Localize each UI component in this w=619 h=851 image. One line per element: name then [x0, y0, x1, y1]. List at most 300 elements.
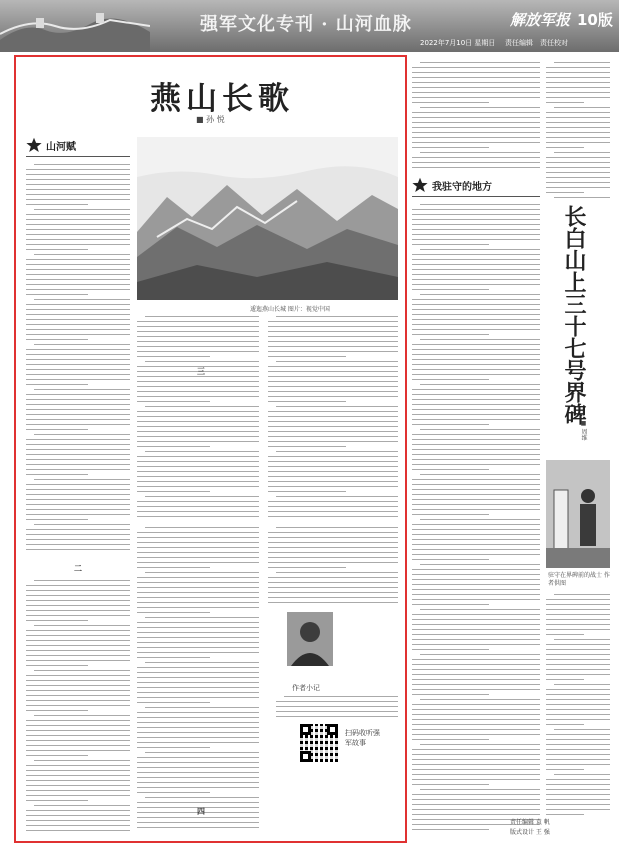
- text-line: [412, 634, 540, 635]
- text-line: [546, 784, 610, 785]
- text-line: [268, 542, 398, 543]
- text-line: [26, 494, 130, 495]
- text-line: [137, 506, 259, 507]
- text-line: [420, 62, 540, 63]
- text-line: [145, 617, 259, 618]
- author-photo: [287, 612, 333, 666]
- text-line: [546, 609, 610, 610]
- page-footer: [510, 818, 550, 838]
- text-line: [26, 259, 130, 260]
- text-line: [26, 474, 88, 475]
- text-line: [412, 77, 540, 78]
- text-line: [26, 399, 130, 400]
- text-line: [276, 406, 398, 407]
- author-note-label: 作者小记: [292, 684, 320, 692]
- text-line: [26, 429, 88, 430]
- text-line: [546, 714, 610, 715]
- text-line: [412, 604, 489, 605]
- text-line: [268, 426, 398, 427]
- text-line: [268, 511, 398, 512]
- text-line: [137, 632, 259, 633]
- text-line: [546, 799, 610, 800]
- text-line: [412, 594, 540, 595]
- right-section-title: 我驻守的地方: [432, 181, 492, 193]
- text-line: [546, 754, 610, 755]
- page-number: 10版: [577, 11, 613, 29]
- text-line: [137, 642, 259, 643]
- text-line: [276, 361, 398, 362]
- text-line: [137, 431, 259, 432]
- article-body-column-3: [268, 314, 398, 519]
- text-line: [137, 441, 259, 442]
- text-line: [268, 346, 398, 347]
- article-body-column-1: [26, 162, 130, 556]
- text-line: [137, 542, 259, 543]
- text-line: [412, 92, 540, 93]
- text-line: [412, 132, 540, 133]
- text-line: [137, 652, 259, 653]
- text-line: [268, 411, 398, 412]
- text-line: [412, 514, 489, 515]
- text-line: [554, 62, 610, 63]
- text-line: [420, 609, 540, 610]
- section-header-1: [26, 137, 76, 153]
- text-line: [412, 389, 540, 390]
- text-line: [412, 424, 489, 425]
- text-line: [137, 682, 259, 683]
- text-line: [26, 224, 130, 225]
- soldier-photo: [546, 460, 610, 568]
- text-line: [26, 499, 130, 500]
- right-body-column-2: [546, 60, 610, 200]
- text-line: [26, 469, 130, 470]
- text-line: [420, 294, 540, 295]
- text-line: [268, 481, 398, 482]
- text-line: [554, 594, 610, 595]
- text-line: [546, 624, 610, 625]
- text-line: [420, 339, 540, 340]
- text-line: [412, 239, 540, 240]
- text-line: [137, 827, 259, 828]
- text-line: [412, 529, 540, 530]
- text-line: [26, 184, 130, 185]
- text-line: [546, 724, 584, 725]
- text-line: [137, 687, 259, 688]
- text-line: [412, 454, 540, 455]
- text-line: [26, 610, 130, 611]
- text-line: [546, 804, 610, 805]
- text-line: [268, 597, 398, 598]
- text-line: [26, 369, 130, 370]
- text-line: [26, 735, 130, 736]
- text-line: [420, 204, 540, 205]
- text-line: [268, 532, 398, 533]
- text-line: [268, 371, 398, 372]
- text-line: [137, 476, 259, 477]
- text-line: [268, 537, 398, 538]
- text-line: [412, 684, 540, 685]
- text-line: [137, 537, 259, 538]
- text-line: [412, 444, 540, 445]
- text-line: [412, 162, 540, 163]
- text-line: [26, 464, 130, 465]
- text-line: [554, 152, 610, 153]
- qr-corner: [300, 724, 311, 735]
- text-line: [546, 604, 610, 605]
- text-line: [412, 244, 489, 245]
- text-line: [412, 219, 540, 220]
- text-line: [546, 739, 610, 740]
- right-section-header: [412, 177, 492, 193]
- text-line: [412, 524, 540, 525]
- text-line: [546, 614, 610, 615]
- text-line: [137, 501, 259, 502]
- section-number-4: 四: [197, 807, 205, 816]
- text-line: [137, 331, 259, 332]
- section-divider: [412, 196, 540, 197]
- text-line: [26, 509, 130, 510]
- text-line: [145, 316, 259, 317]
- text-line: [137, 426, 259, 427]
- paper-logo: 解放军报: [510, 11, 571, 29]
- text-line: [412, 349, 540, 350]
- text-line: [546, 634, 584, 635]
- text-line: [137, 762, 259, 763]
- text-line: [546, 77, 610, 78]
- text-line: [26, 489, 130, 490]
- text-line: [546, 734, 610, 735]
- text-line: [26, 279, 130, 280]
- text-line: [26, 214, 130, 215]
- text-line: [137, 436, 259, 437]
- text-line: [137, 737, 259, 738]
- text-line: [412, 459, 540, 460]
- text-line: [268, 577, 398, 578]
- text-line: [26, 264, 130, 265]
- text-line: [26, 539, 130, 540]
- text-line: [268, 486, 398, 487]
- text-line: [546, 157, 610, 158]
- text-line: [137, 577, 259, 578]
- text-line: [412, 449, 540, 450]
- text-line: [26, 339, 88, 340]
- author-bio: [276, 694, 398, 722]
- text-line: [412, 559, 489, 560]
- text-line: [137, 466, 259, 467]
- banner-checker: 责任校对: [540, 39, 568, 47]
- text-line: [26, 755, 88, 756]
- text-line: [412, 709, 540, 710]
- text-line: [137, 787, 259, 788]
- text-line: [137, 727, 259, 728]
- text-line: [268, 602, 398, 603]
- text-line: [26, 750, 130, 751]
- article-title: 燕山长歌: [150, 81, 294, 117]
- text-line: [412, 704, 540, 705]
- text-line: [412, 619, 540, 620]
- text-line: [26, 234, 130, 235]
- text-line: [137, 702, 210, 703]
- text-line: [268, 552, 398, 553]
- text-line: [420, 474, 540, 475]
- text-line: [412, 794, 540, 795]
- text-line: [412, 264, 540, 265]
- text-line: [412, 649, 489, 650]
- qr-corner: [300, 751, 311, 762]
- text-line: [420, 789, 540, 790]
- text-line: [268, 567, 346, 568]
- text-line: [412, 689, 540, 690]
- text-line: [412, 679, 540, 680]
- right-body-top: [412, 60, 540, 172]
- text-line: [412, 494, 540, 495]
- text-line: [412, 102, 489, 103]
- text-line: [412, 304, 540, 305]
- text-line: [412, 624, 540, 625]
- text-line: [137, 767, 259, 768]
- text-line: [546, 704, 610, 705]
- text-line: [412, 82, 540, 83]
- text-line: [137, 562, 259, 563]
- text-line: [412, 72, 540, 73]
- text-line: [137, 386, 259, 387]
- text-line: [26, 454, 130, 455]
- text-line: [412, 299, 540, 300]
- text-line: [26, 645, 130, 646]
- text-line: [268, 401, 346, 402]
- text-line: [546, 764, 610, 765]
- text-line: [412, 329, 540, 330]
- text-line: [137, 717, 259, 718]
- text-line: [26, 810, 130, 811]
- text-line: [137, 351, 259, 352]
- text-line: [412, 309, 540, 310]
- text-line: [26, 590, 130, 591]
- text-line: [268, 547, 398, 548]
- text-line: [412, 224, 540, 225]
- text-line: [137, 672, 259, 673]
- text-line: [137, 356, 210, 357]
- text-line: [546, 659, 610, 660]
- text-line: [268, 326, 398, 327]
- text-line: [145, 572, 259, 573]
- text-line: [546, 674, 610, 675]
- text-line: [268, 366, 398, 367]
- text-line: [137, 456, 259, 457]
- text-line: [546, 809, 610, 810]
- text-line: [412, 479, 540, 480]
- text-line: [26, 309, 130, 310]
- text-line: [137, 647, 259, 648]
- text-line: [26, 800, 88, 801]
- text-line: [546, 779, 610, 780]
- text-line: [546, 97, 610, 98]
- text-line: [276, 496, 398, 497]
- text-line: [34, 209, 130, 210]
- text-line: [137, 567, 210, 568]
- text-line: [137, 782, 259, 783]
- text-line: [268, 356, 346, 357]
- article-byline: ■ 孙 悦: [196, 115, 225, 124]
- article-body-column-2b: [137, 525, 259, 833]
- text-line: [546, 709, 610, 710]
- text-line: [137, 446, 210, 447]
- text-line: [26, 384, 88, 385]
- text-line: [546, 112, 610, 113]
- text-line: [546, 102, 584, 103]
- text-line: [26, 419, 130, 420]
- text-line: [26, 544, 130, 545]
- text-line: [26, 534, 130, 535]
- text-line: [420, 107, 540, 108]
- text-line: [412, 549, 540, 550]
- text-line: [26, 179, 130, 180]
- text-line: [546, 619, 610, 620]
- text-line: [276, 716, 398, 717]
- text-line: [420, 564, 540, 565]
- text-line: [412, 469, 489, 470]
- text-line: [26, 204, 88, 205]
- text-line: [268, 557, 398, 558]
- text-line: [26, 229, 130, 230]
- text-line: [412, 664, 540, 665]
- text-line: [26, 710, 88, 711]
- text-line: [268, 456, 398, 457]
- text-line: [137, 326, 259, 327]
- text-line: [137, 491, 210, 492]
- text-line: [137, 597, 259, 598]
- text-line: [26, 785, 130, 786]
- text-line: [26, 314, 130, 315]
- text-line: [137, 637, 259, 638]
- text-line: [137, 697, 259, 698]
- text-line: [137, 757, 259, 758]
- text-line: [412, 344, 540, 345]
- text-line: [546, 147, 584, 148]
- text-line: [412, 749, 540, 750]
- text-line: [34, 524, 130, 525]
- text-line: [26, 695, 130, 696]
- text-line: [26, 660, 130, 661]
- text-line: [420, 429, 540, 430]
- text-line: [26, 519, 88, 520]
- text-line: [412, 584, 540, 585]
- text-line: [412, 354, 540, 355]
- text-line: [412, 274, 540, 275]
- text-line: [412, 434, 540, 435]
- banner-date: 2022年7月10日 星期日: [420, 39, 496, 47]
- text-line: [412, 589, 540, 590]
- text-line: [546, 694, 610, 695]
- text-line: [554, 774, 610, 775]
- text-line: [412, 599, 540, 600]
- text-line: [412, 364, 540, 365]
- text-line: [26, 745, 130, 746]
- text-line: [26, 635, 130, 636]
- section-number-3: 三: [197, 367, 205, 376]
- text-line: [412, 137, 540, 138]
- text-line: [546, 167, 610, 168]
- text-line: [412, 674, 540, 675]
- text-line: [412, 804, 540, 805]
- text-line: [546, 654, 610, 655]
- text-line: [137, 321, 259, 322]
- text-line: [412, 464, 540, 465]
- text-line: [412, 534, 540, 535]
- article-body-column-1b: [26, 578, 130, 833]
- text-line: [412, 167, 540, 168]
- text-line: [26, 244, 130, 245]
- text-line: [137, 401, 210, 402]
- text-line: [137, 742, 259, 743]
- section-title-1: 山河赋: [46, 141, 76, 153]
- text-line: [420, 654, 540, 655]
- right-byline: ■ 周维: [580, 420, 587, 441]
- text-line: [26, 640, 130, 641]
- text-line: [26, 449, 130, 450]
- text-line: [26, 615, 130, 616]
- text-line: [268, 501, 398, 502]
- right-body-column-2b: [546, 592, 610, 817]
- text-line: [145, 707, 259, 708]
- text-line: [546, 744, 610, 745]
- text-line: [137, 772, 259, 773]
- text-line: [412, 629, 540, 630]
- mountain-landscape-image: [137, 137, 398, 300]
- section-divider: [26, 156, 130, 157]
- text-line: [26, 700, 130, 701]
- text-line: [412, 379, 489, 380]
- text-line: [26, 595, 130, 596]
- text-line: [546, 769, 584, 770]
- text-line: [26, 685, 130, 686]
- footer-editor: 责任编辑 袁 帆: [510, 819, 550, 826]
- text-line: [26, 379, 130, 380]
- text-line: [268, 562, 398, 563]
- text-line: [137, 557, 259, 558]
- text-line: [137, 421, 259, 422]
- text-line: [412, 334, 489, 335]
- text-line: [412, 499, 540, 500]
- text-line: [26, 294, 88, 295]
- text-line: [137, 486, 259, 487]
- qr-caption: 扫码收听强军故事: [345, 729, 380, 747]
- text-line: [137, 547, 259, 548]
- text-line: [26, 189, 130, 190]
- text-line: [26, 650, 130, 651]
- text-line: [412, 554, 540, 555]
- text-line: [546, 749, 610, 750]
- text-line: [546, 664, 610, 665]
- text-line: [268, 582, 398, 583]
- text-line: [26, 274, 130, 275]
- text-line: [420, 699, 540, 700]
- text-line: [26, 630, 130, 631]
- text-line: [26, 600, 130, 601]
- text-line: [268, 476, 398, 477]
- text-line: [554, 729, 610, 730]
- text-line: [26, 549, 130, 550]
- text-line: [137, 777, 259, 778]
- text-line: [276, 572, 398, 573]
- text-line: [412, 774, 540, 775]
- text-line: [546, 162, 610, 163]
- text-line: [26, 334, 130, 335]
- text-line: [26, 404, 130, 405]
- text-line: [137, 657, 210, 658]
- text-line: [26, 770, 130, 771]
- text-line: [26, 289, 130, 290]
